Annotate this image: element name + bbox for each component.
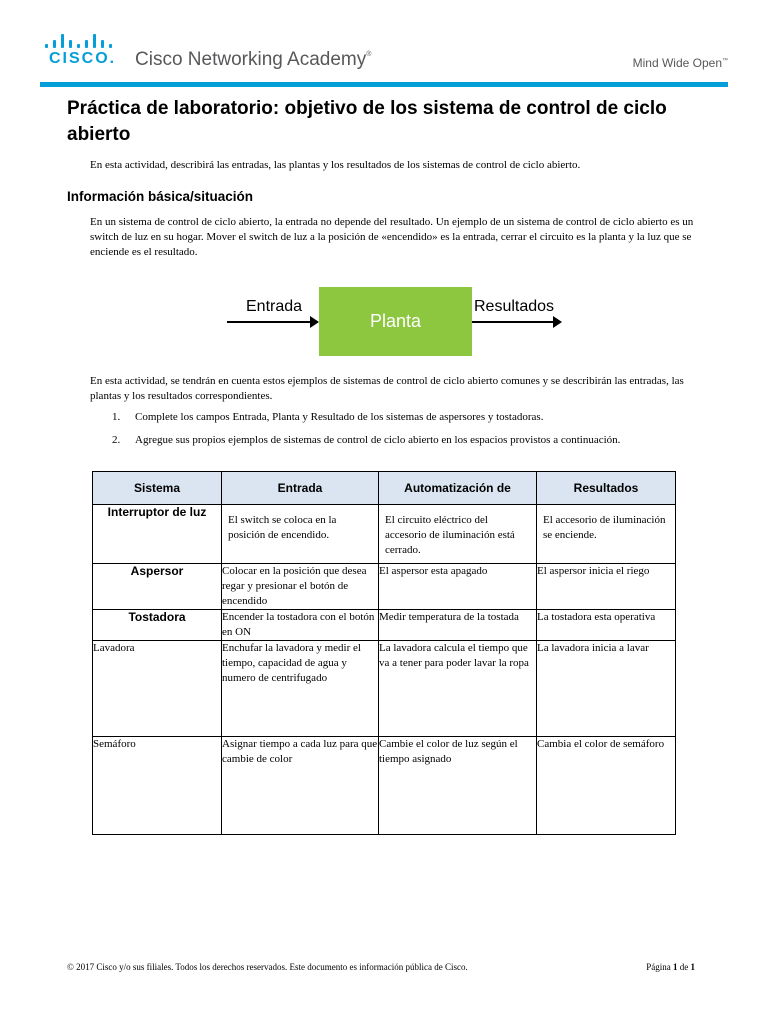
cisco-logo: CISCO. (49, 50, 117, 67)
cell-result: La tostadora esta operativa (537, 610, 676, 641)
output-arrow-icon (472, 321, 560, 323)
systems-table (92, 471, 676, 835)
cell-plant: Cambie el color de luz según el tiempo asignado (379, 737, 537, 835)
tagline: Mind Wide Open™ (632, 56, 728, 70)
control-diagram (222, 286, 567, 356)
input-arrow-icon (227, 321, 317, 323)
header-resultados: Resultados (537, 472, 676, 505)
table-row (93, 737, 676, 835)
cell-input: Colocar en la posición que desea regar y presionar el botón de encendido (222, 564, 379, 610)
cell-system: Lavadora (93, 641, 222, 737)
table-row (93, 610, 676, 641)
cell-system: Semáforo (93, 737, 222, 835)
cell-result: El accesorio de iluminación se enciende. (537, 505, 676, 564)
diagram-input-label: Entrada (246, 298, 303, 315)
list-number: 1. (112, 411, 121, 423)
cell-input: Asignar tiempo a cada luz para que cambie de color (222, 737, 379, 835)
background-paragraph: En un sistema de control de ciclo abierto, la entrada no depende del resultado. Un ejemplo de un sistema de control de ciclo abierto es un switch de luz en su hogar. Mover el switch de luz a la posición de «encendido» es la entrada, cerrar el circuito es la planta y la luz que se enciende es el resultado. (90, 216, 694, 258)
cell-plant: El circuito eléctrico del accesorio de iluminación está cerrado. (379, 505, 537, 564)
table-row (93, 505, 676, 564)
header-automatizacion: Automatización de (379, 472, 537, 505)
brand-name: Cisco Networking Academy® (135, 49, 372, 70)
cell-input: Encender la tostadora con el botón en ON (222, 610, 379, 641)
intro-paragraph: En esta actividad, describirá las entradas, las plantas y los resultados de los sistemas de control de ciclo abierto. (90, 159, 581, 171)
cell-result: Cambia el color de semáforo (537, 737, 676, 835)
cell-plant: Medir temperatura de la tostada (379, 610, 537, 641)
cell-system: Tostadora (93, 610, 222, 641)
cell-result: El aspersor inicia el riego (537, 564, 676, 610)
table-header-row (93, 472, 676, 505)
list-number: 2. (112, 434, 121, 446)
cell-input: Enchufar la lavadora y medir el tiempo, capacidad de agua y numero de centrifugado (222, 641, 379, 737)
header-sistema: Sistema (93, 472, 222, 505)
list-text: Agregue sus propios ejemplos de sistemas de control de ciclo abierto en los espacios provistos a continuación. (135, 434, 621, 446)
header-rule (40, 82, 728, 87)
cell-result: La lavadora inicia a lavar (537, 641, 676, 737)
cell-plant: La lavadora calcula el tiempo que va a tener para poder lavar la ropa (379, 641, 537, 737)
plant-box (319, 287, 472, 356)
cell-input: El switch se coloca en la posición de encendido. (222, 505, 379, 564)
header-entrada: Entrada (222, 472, 379, 505)
table-row (93, 564, 676, 610)
cisco-logo-bars-icon (45, 32, 117, 48)
plant-label: Planta (369, 311, 422, 331)
section-heading: Información básica/situación (67, 189, 254, 204)
activity-paragraph: En esta actividad, se tendrán en cuenta estos ejemplos de sistemas de control de ciclo abierto comunes y se describirán las entradas, las plantas y los resultados correspondientes. (90, 375, 684, 402)
footer-copyright: © 2017 Cisco y/o sus filiales. Todos los derechos reservados. Este documento es información pública de Cisco. (67, 962, 468, 972)
list-text: Complete los campos Entrada, Planta y Resultado de los sistemas de aspersores y tostadoras. (135, 411, 544, 423)
cell-plant: El aspersor esta apagado (379, 564, 537, 610)
page-number: Página 1 de 1 (646, 962, 695, 972)
cell-system: Aspersor (93, 564, 222, 610)
page-header (0, 0, 768, 90)
page-title: Práctica de laboratorio: objetivo de los sistema de control de ciclo abierto (67, 98, 667, 145)
diagram-output-label: Resultados (474, 298, 555, 315)
table-row (93, 641, 676, 737)
cell-system: Interruptor de luz (93, 505, 222, 564)
